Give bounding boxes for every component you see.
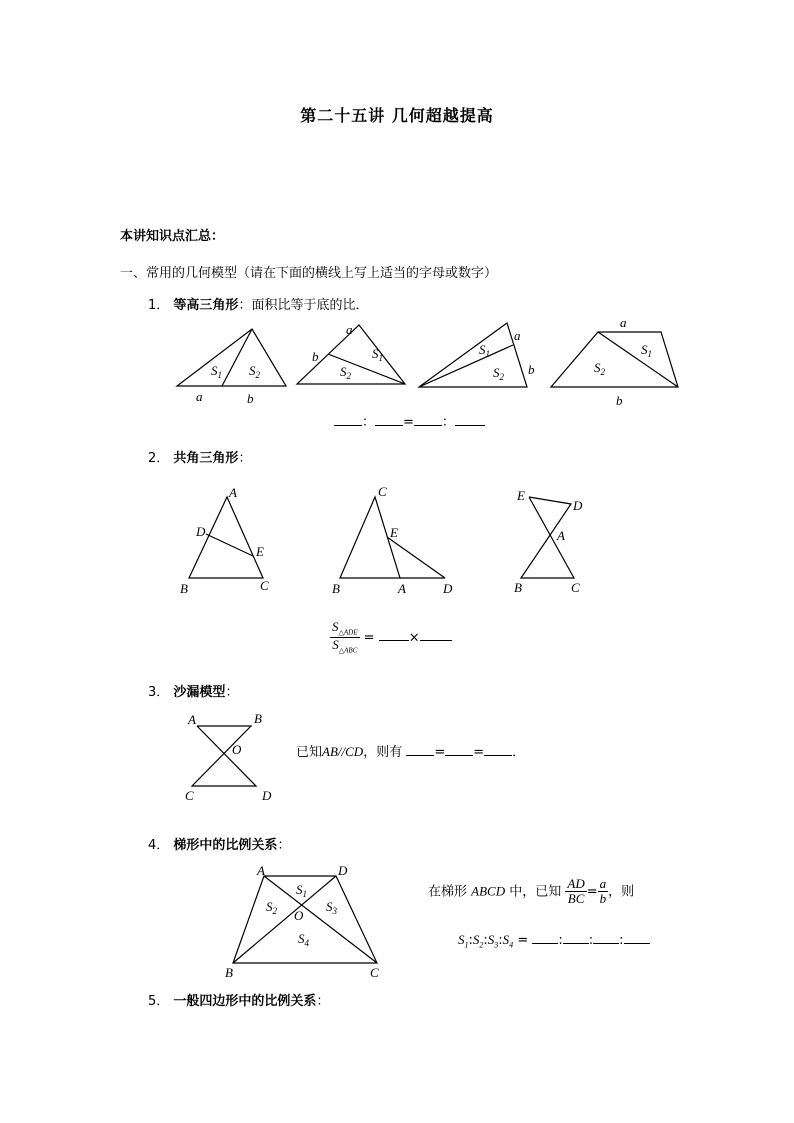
label-E: E bbox=[517, 488, 525, 503]
model-5-number: 5． bbox=[148, 994, 170, 1009]
equals-sign: = bbox=[434, 745, 446, 760]
colon: : bbox=[483, 933, 488, 948]
label-B: B bbox=[225, 965, 233, 980]
label-A: A bbox=[257, 863, 265, 878]
label-b: b bbox=[247, 391, 254, 406]
equals-sign: = bbox=[586, 884, 598, 900]
label-a: a bbox=[620, 315, 627, 330]
model-4-desc: ： bbox=[277, 838, 291, 853]
parallel-relation: AB//CD bbox=[322, 744, 364, 759]
fraction-denominator: BC bbox=[567, 891, 585, 907]
label-a: a bbox=[514, 328, 521, 343]
colon: : bbox=[588, 933, 594, 948]
common-angle-triangle-fig-3 bbox=[514, 488, 583, 595]
label-a: a bbox=[346, 322, 353, 337]
fraction-denominator: $S_{\triangle ABC}$ bbox=[332, 637, 358, 655]
model-2-desc: ： bbox=[238, 451, 252, 466]
label-D: D bbox=[573, 498, 583, 513]
label-s4: $S_4$ bbox=[298, 931, 309, 948]
label-C: C bbox=[378, 484, 387, 499]
equal-height-trapezoid-fig-4 bbox=[551, 315, 678, 408]
period: ． bbox=[512, 745, 526, 760]
colon: ： bbox=[441, 415, 455, 430]
equal-height-triangle-fig-1 bbox=[177, 329, 286, 406]
equals-sign: = bbox=[473, 745, 485, 760]
model-1-desc: ：面积比等于底的比． bbox=[238, 298, 369, 313]
times-sign: × bbox=[408, 630, 420, 646]
label-s1: $S_1$ bbox=[296, 882, 307, 899]
equal-height-triangle-fig-2 bbox=[297, 322, 405, 384]
label-a: a bbox=[196, 389, 203, 404]
s4: $S_4$ bbox=[502, 932, 514, 950]
label-s1: $S_1$ bbox=[479, 342, 490, 359]
label-s1: $S_1$ bbox=[372, 346, 383, 363]
fraction-numerator: AD bbox=[567, 876, 585, 891]
label-b: b bbox=[528, 362, 535, 377]
section-heading: 本讲知识点汇总： bbox=[120, 229, 225, 244]
trapezoid-figure bbox=[225, 863, 379, 980]
equals-sign: = bbox=[403, 415, 414, 430]
label-b: b bbox=[616, 393, 623, 408]
trapezoid-text: 在梯形 bbox=[428, 884, 468, 900]
equal-height-triangle-fig-3 bbox=[419, 323, 535, 387]
label-D: D bbox=[338, 863, 348, 878]
s1: $S_1$ bbox=[458, 932, 469, 950]
equals-sign: = bbox=[363, 630, 375, 646]
model-4-name: 梯形中的比例关系 bbox=[173, 838, 278, 853]
s3: $S_3$ bbox=[487, 932, 499, 950]
model-3-name: 沙漏模型 bbox=[173, 685, 226, 700]
hourglass-figure bbox=[185, 711, 272, 803]
then-text: ，则有 bbox=[363, 745, 403, 760]
label-A: A bbox=[398, 581, 406, 596]
label-s2: $S_2$ bbox=[594, 360, 605, 377]
label-B: B bbox=[514, 580, 522, 595]
model-1-name: 等高三角形 bbox=[173, 298, 239, 313]
colon: : bbox=[498, 933, 503, 948]
label-B: B bbox=[332, 581, 340, 596]
colon: : bbox=[558, 933, 563, 948]
label-A: A bbox=[229, 485, 237, 500]
model-2-number: 2． bbox=[148, 451, 170, 466]
colon: ： bbox=[362, 415, 376, 430]
label-D: D bbox=[196, 524, 206, 539]
label-C: C bbox=[370, 965, 379, 980]
label-C: C bbox=[571, 580, 580, 595]
s2: $S_2$ bbox=[472, 932, 484, 950]
model-1-number: 1． bbox=[148, 298, 170, 313]
label-s2: $S_2$ bbox=[493, 365, 504, 382]
label-A: A bbox=[557, 528, 565, 543]
label-s1: $S_1$ bbox=[641, 342, 652, 359]
label-E: E bbox=[256, 544, 264, 559]
label-O: O bbox=[294, 908, 304, 923]
label-s2: $S_2$ bbox=[340, 364, 351, 381]
label-O: O bbox=[232, 742, 242, 757]
label-B: B bbox=[180, 581, 188, 596]
known-text: 中，已知 bbox=[509, 884, 562, 900]
label-s1: $S_1$ bbox=[211, 363, 222, 380]
model-3-number: 3． bbox=[148, 685, 170, 700]
label-C: C bbox=[260, 578, 269, 593]
label-s3: $S_3$ bbox=[326, 899, 337, 916]
label-A: A bbox=[188, 712, 196, 727]
model-4-number: 4． bbox=[148, 838, 170, 853]
colon: : bbox=[619, 933, 624, 948]
fraction-numerator: $S_{\triangle ADE}$ bbox=[332, 619, 358, 637]
model-5-name: 一般四边形中的比例关系 bbox=[173, 994, 317, 1009]
label-s2: $S_2$ bbox=[249, 363, 260, 380]
common-angle-triangle-fig-2 bbox=[332, 484, 453, 596]
trapezoid-name: ABCD bbox=[471, 883, 506, 899]
model-2-name: 共角三角形 bbox=[173, 451, 239, 466]
page-title: 第二十五讲 几何超越提高 bbox=[300, 106, 494, 125]
label-C: C bbox=[185, 788, 194, 803]
then-text: ，则 bbox=[608, 884, 635, 900]
label-B: B bbox=[254, 711, 262, 726]
given-text: 已知 bbox=[296, 745, 323, 760]
label-D: D bbox=[443, 581, 453, 596]
label-b: b bbox=[312, 349, 319, 364]
fraction-numerator: a bbox=[599, 876, 607, 891]
model-3-desc: ： bbox=[225, 685, 239, 700]
equals-sign: = bbox=[517, 933, 529, 948]
model-5-desc: ： bbox=[316, 994, 330, 1009]
colon: : bbox=[468, 933, 473, 948]
label-E: E bbox=[390, 525, 398, 540]
common-angle-triangle-fig-1 bbox=[180, 485, 269, 596]
label-s2: $S_2$ bbox=[266, 899, 277, 916]
label-D: D bbox=[262, 788, 272, 803]
intro-line: 一、常用的几何模型（请在下面的横线上写上适当的字母或数字） bbox=[120, 266, 498, 281]
fraction-denominator: b bbox=[599, 891, 607, 907]
